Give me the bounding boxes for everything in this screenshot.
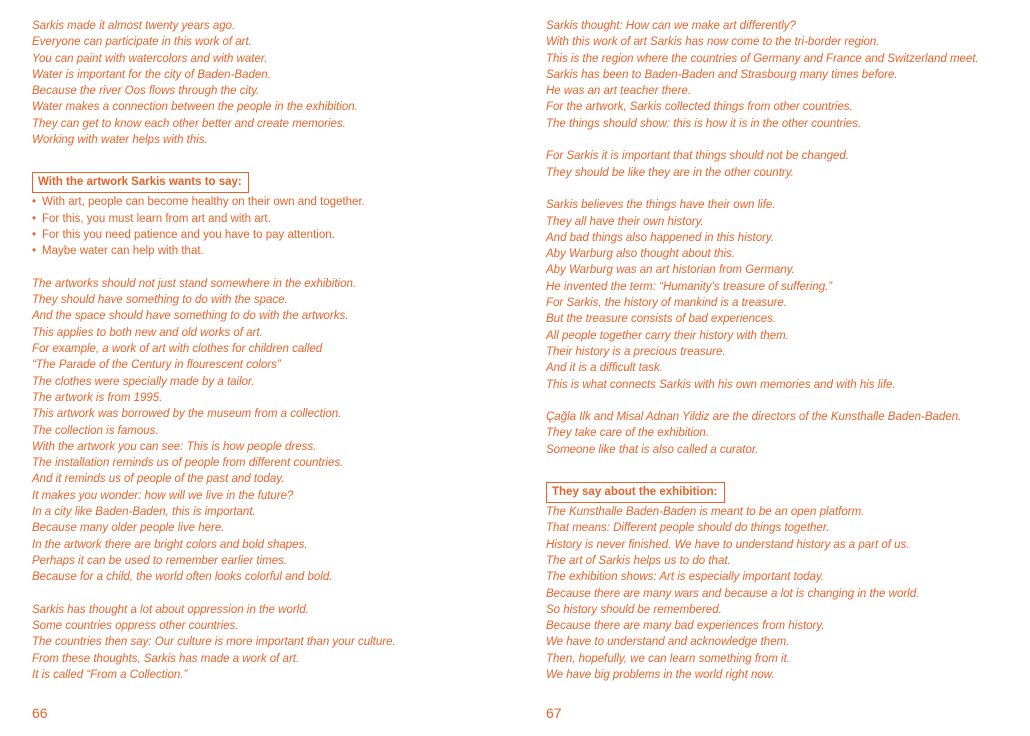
text-line: But the treasure consists of bad experiences. [546,313,777,326]
text-line: The collection is famous. [32,424,159,437]
text-line: Everyone can participate in this work of art. [32,36,252,49]
text-line: Sarkis believes the things have their own life. [546,199,776,212]
text-line: The things should show: this is how it is in the other countries. [546,117,862,130]
text-line: With the artwork you can see: This is how people dress. [32,440,317,453]
text-line: You can paint with watercolors and with water. [32,52,268,65]
left-page [32,0,502,736]
page-number: 66 [32,705,48,721]
list-item: • For this, you must learn from art and with art. [32,211,502,227]
text-line: Because many older people live here. [32,522,225,535]
text-line: Water is important for the city of Baden-Baden. [32,68,271,81]
text-line: The countries then say: Our culture is more important than your culture. [32,636,396,649]
bullet-dot-icon: • [32,196,37,209]
text-line: For the artwork, Sarkis collected things from other countries. [546,101,853,114]
text-line: This is the region where the countries of Germany and France and Switzerland meet. [546,52,979,65]
bullet-list [32,194,502,259]
text-line: This applies to both new and old works of art. [32,326,263,339]
left-page-text [32,18,502,683]
text-line: The installation reminds us of people from different countries. [32,457,344,470]
text-line: Then, hopefully, we can learn something from it. [546,652,790,665]
text-line: We have to understand and acknowledge them. [546,636,790,649]
text-line: Someone like that is also called a curator. [546,443,759,456]
text-line: They should be like they are in the other country. [546,166,794,179]
text-line: The artwork is from 1995. [32,391,163,404]
text-line: And bad things also happened in this history. [546,231,775,244]
text-line: Because there are many wars and because a lot is changing in the world. [546,587,920,600]
text-line: The exhibition shows: Art is especially important today. [546,571,825,584]
text-line: History is never finished. We have to understand history as a part of us. [546,538,910,551]
text-line: He invented the term: “Humanity’s treasure of suffering.” [546,280,833,293]
text-line: Their history is a precious treasure. [546,345,726,358]
right-page [546,0,1016,736]
text-line: We have big problems in the world right now. [546,668,775,681]
text-line: Water makes a connection between the people in the exhibition. [32,101,358,114]
unchanged-paragraph [546,148,1016,181]
differently-paragraph [546,18,1016,132]
text-line: Some countries oppress other countries. [32,620,239,633]
page-number: 67 [546,705,562,721]
text-line: They take care of the exhibition. [546,427,710,440]
history-paragraph [546,197,1016,393]
text-line: And it reminds us of people of the past and today. [32,473,285,486]
text-line: Because there are many bad experiences from history. [546,620,825,633]
list-item: • With art, people can become healthy on their own and together. [32,194,502,210]
text-line: For Sarkis it is important that things should not be changed. [546,150,849,163]
list-item: • For this you need patience and you have to pay attention. [32,227,502,243]
text-line: That means: Different people should do things together. [546,522,830,535]
text-line: For Sarkis, the history of mankind is a treasure. [546,297,787,310]
text-line: In the artwork there are bright colors and bold shapes. [32,538,308,551]
section-heading: With the artwork Sarkis wants to say: [32,172,249,193]
text-line: Sarkis thought: How can we make art differently? [546,20,796,32]
text-line: Because for a child, the world often looks colorful and bold. [32,571,333,584]
text-line: Working with water helps with this. [32,134,208,147]
text-line: With this work of art Sarkis has now come to the tri-border region. [546,36,880,49]
artworks-paragraph [32,276,502,586]
text-line: Because the river Oos flows through the city. [32,85,260,98]
bullet-dot-icon: • [32,245,37,258]
text-line: He was an art teacher there. [546,85,692,98]
text-line: Sarkis has been to Baden-Baden and Strasbourg many times before. [546,68,898,81]
right-page-text [546,18,1016,683]
text-line: In a city like Baden-Baden, this is important. [32,506,256,519]
intro-paragraph [32,18,502,148]
text-line: It makes you wonder: how will we live in the future? [32,489,294,502]
text-line: Sarkis made it almost twenty years ago. [32,20,236,32]
text-line: Sarkis has thought a lot about oppression in the world. [32,603,309,616]
text-line: Çağla Ilk and Misal Adnan Yildiz are the directors of the Kunsthalle Baden-Baden. [546,411,962,424]
text-line: Aby Warburg also thought about this. [546,248,736,261]
bullet-dot-icon: • [32,228,37,241]
text-line: And the space should have something to do with the artworks. [32,310,349,323]
oppression-paragraph [32,602,502,683]
text-line: This is what connects Sarkis with his own memories and with his life. [546,378,896,391]
list-item: • Maybe water can help with that. [32,243,502,259]
text-line: From these thoughts, Sarkis has made a work of art. [32,652,300,665]
text-line: The clothes were specially made by a tailor. [32,375,255,388]
bullet-dot-icon: • [32,212,37,225]
text-line: They should have something to do with the space. [32,294,288,307]
text-line: “The Parade of the Century in flourescent colors” [32,359,281,372]
text-line: They can get to know each other better and create memories. [32,117,346,130]
text-line: And it is a difficult task. [546,362,663,375]
exhibition-paragraph [546,504,1016,683]
text-line: It is called “From a Collection.” [32,668,188,681]
text-line: The art of Sarkis helps us to do that. [546,554,731,567]
text-line: For example, a work of art with clothes for children called [32,343,323,356]
text-line: Perhaps it can be used to remember earlier times. [32,554,288,567]
section-heading: They say about the exhibition: [546,482,725,503]
text-line: Aby Warburg was an art historian from Germany. [546,264,795,277]
text-line: All people together carry their history with them. [546,329,789,342]
text-line: This artwork was borrowed by the museum from a collection. [32,408,342,421]
curators-paragraph [546,409,1016,458]
text-line: The artworks should not just stand somewhere in the exhibition. [32,277,357,290]
text-line: So history should be remembered. [546,603,722,616]
text-line: They all have their own history. [546,215,704,228]
text-line: The Kunsthalle Baden-Baden is meant to be an open platform. [546,506,865,519]
